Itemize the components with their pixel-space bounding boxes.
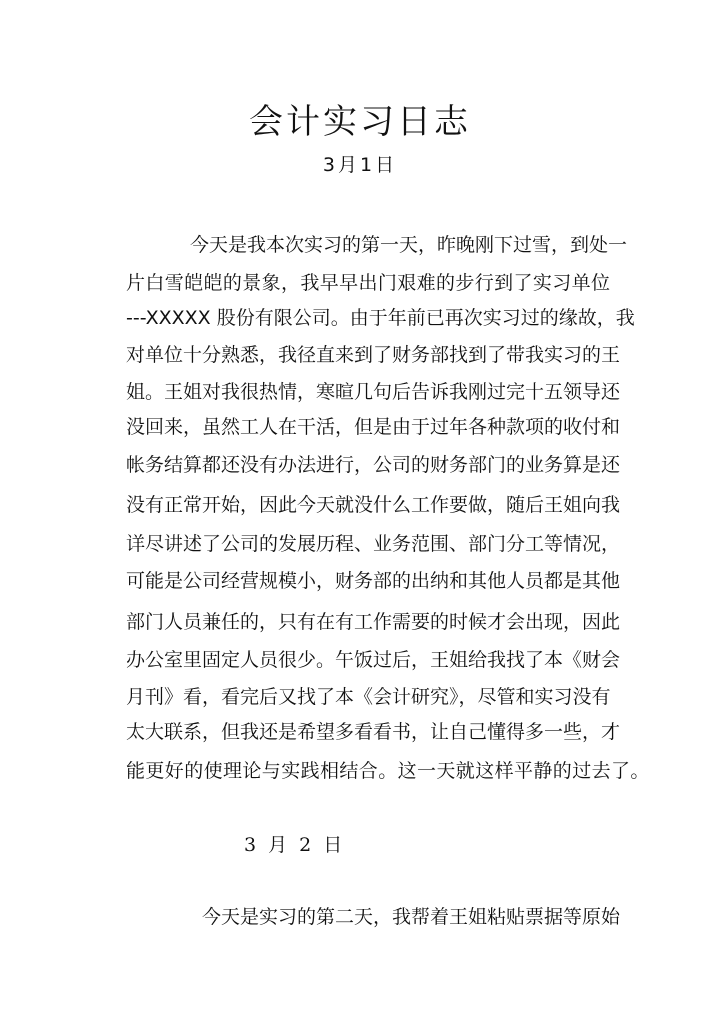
paragraph-line: ---XXXXX 股份有限公司。由于年前已再次实习过的缘故，我	[126, 307, 635, 329]
paragraph-line: 帐务结算都还没有办法进行，公司的财务部门的业务算是还	[126, 454, 621, 476]
entry-date-2: 3 月 2 日	[244, 834, 346, 856]
entry-date-1: 3月1日	[322, 154, 398, 176]
paragraph-line: 没回来，虽然工人在干活，但是由于过年各种款项的收付和	[126, 416, 621, 438]
paragraph-line: 详尽讲述了公司的发展历程、业务范围、部门分工等情况，	[126, 533, 621, 555]
paragraph-line: 月刊》看，看完后又找了本《会计研究》，尽管和实习没有	[126, 686, 611, 708]
paragraph-line: 部门人员兼任的，只有在有工作需要的时候才会出现，因此	[126, 611, 621, 633]
paragraph-line: 太大联系，但我还是希望多看看书，让自己懂得多一些，才	[126, 721, 621, 743]
paragraph-line: 姐。王姐对我很热情，寒暄几句后告诉我刚过完十五领导还	[126, 381, 621, 403]
document-title: 会计实习日志	[249, 102, 471, 142]
paragraph-line: 办公室里固定人员很少。午饭过后，王姐给我找了本《财会	[126, 649, 621, 671]
paragraph-line: 片白雪皑皑的景象，我早早出门艰难的步行到了实习单位	[126, 272, 610, 294]
paragraph-line: 可能是公司经营规模小，财务部的出纳和其他人员都是其他	[126, 570, 621, 592]
paragraph-line: 没有正常开始，因此今天就没什么工作要做，随后王姐向我	[126, 494, 621, 516]
paragraph-line: 对单位十分熟悉，我径直来到了财务部找到了带我实习的王	[126, 344, 621, 366]
paragraph-line: 能更好的使理论与实践相结合。这一天就这样平静的过去了。	[126, 760, 650, 782]
paragraph-line: 今天是实习的第二天，我帮着王姐粘贴票据等原始	[202, 906, 621, 928]
paragraph-line: 今天是我本次实习的第一天，昨晚刚下过雪，到处一	[190, 234, 628, 256]
